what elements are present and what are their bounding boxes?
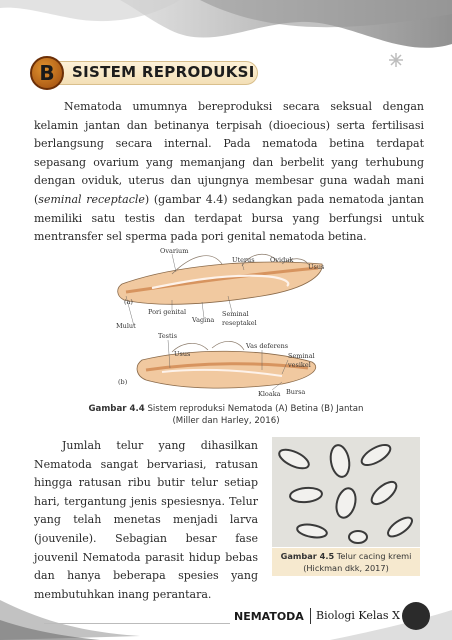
page-number-circle (402, 602, 430, 630)
figure-4-4-caption-source: (Miller dan Harley, 2016) (172, 416, 280, 426)
intro-text: Nematoda umumnya bereproduksi secara seksual dengan kelamin jantan dan betinanya terpisah (dioecious) serta fertilisasi berlangsung secara internal. Pada nematoda betina terdapat sepasang ovarium yang memanjang dan berbelit yang terhubung dengan oviduk, uterus dan ujungnya membesar guna wadah mani ( (34, 100, 424, 206)
pinworm-eggs-photo (272, 437, 420, 547)
footer-line (44, 623, 230, 624)
figure-4-4-caption-label: Gambar 4.4 (88, 404, 145, 414)
label-pori-genital: Pori genital (148, 308, 187, 316)
label-usus-b: Usus (174, 350, 191, 358)
section-title: SISTEM REPRODUKSI (72, 63, 255, 81)
label-seminal-reseptakel-2: reseptakel (222, 319, 257, 327)
eggs-text: Jumlah telur yang dihasilkan Nematoda sangat bervariasi, ratusan hingga ratusan ribu butir telur setiap hari, tergantung jenis spesiesnya. Telur yang telah menetas menjadi larva (jouvenile). Sebagian besar fase jouvenil Nematoda parasit hidup bebas dan hanya beberapa spesies yang membutuhkan inang perantara. (34, 439, 258, 601)
figure-4-5-caption (272, 548, 420, 576)
figure-4-5-caption-label: Gambar 4.5 (280, 551, 335, 561)
figure-4-5-caption-text: Telur cacing kremi (334, 551, 412, 561)
figure-4-4-caption-text: Sistem reproduksi Nematoda (A) Betina (B) Jantan (144, 404, 364, 414)
label-ovarium: Ovarium (160, 247, 189, 255)
label-oviduk: Oviduk (270, 256, 294, 264)
label-vas-deferens: Vas deferens (246, 342, 289, 350)
label-bursa: Bursa (286, 388, 306, 396)
label-vagina: Vagina (192, 316, 215, 324)
label-kloaka: Kloaka (258, 390, 281, 398)
figure-4-5-caption-source: (Hickman dkk, 2017) (303, 563, 389, 573)
label-seminal-reseptakel-1: Seminal (222, 310, 249, 318)
footer-title: NEMATODA (234, 610, 304, 623)
label-mulut: Mulut (116, 322, 136, 330)
label-b: (b) (118, 378, 128, 386)
label-a: (a) (124, 298, 133, 306)
snowflake-icon (389, 53, 403, 67)
section-header (30, 56, 260, 90)
label-uterus: Uterus (232, 256, 255, 264)
section-badge: B (30, 56, 64, 90)
footer-subtitle: Biologi Kelas X (316, 609, 400, 622)
intro-paragraph (34, 98, 424, 247)
label-usus-a: Usus (308, 263, 325, 271)
label-testis: Testis (158, 332, 178, 340)
label-seminal-vesikel-2: vesikel (288, 361, 311, 369)
intro-text-end: ) (gambar 4.4) sedangkan pada nematoda jantan memiliki satu testis dan terdapat bursa yang berfungsi untuk mentransfer sel sperma pada pori genital nematoda betina. (34, 192, 424, 244)
figure-4-4-caption (40, 403, 412, 427)
female-body (118, 262, 325, 304)
label-seminal-vesikel-1: Seminal (288, 352, 315, 360)
intro-italic-term: seminal receptacle (38, 192, 145, 206)
footer-separator (310, 608, 311, 624)
pinworm-eggs-image (272, 437, 420, 547)
nematode-reproduction-diagram (112, 244, 336, 400)
